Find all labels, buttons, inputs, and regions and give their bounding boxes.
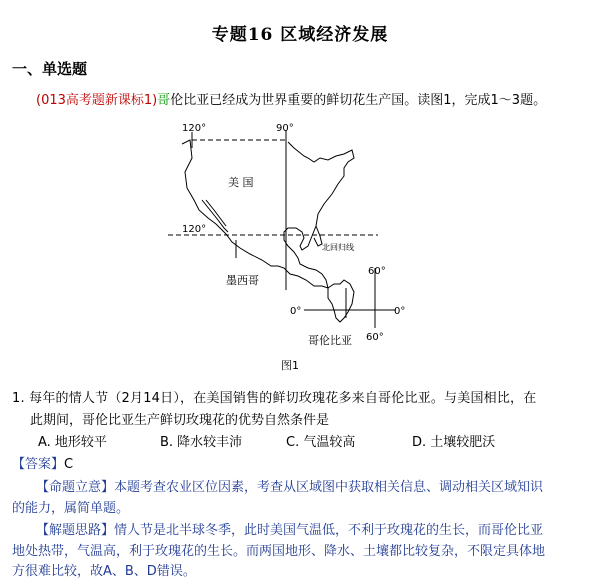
south-america-outline [328,280,354,322]
label-equator-left: 0° [290,306,302,317]
question-text: 1. 每年的情人节（2月14日），在美国销售的鲜切玫瑰花多来自哥伦比亚。与美国相比，在 [12,391,537,406]
label-tropic: 北回归线 [322,243,354,252]
question-intro [36,89,546,108]
label-equator-right: 0° [394,306,406,317]
label-lon-90: 90° [276,123,294,134]
option-d: D. 土壤较肥沃 [412,435,496,450]
label-lon-60: 60° [366,332,384,343]
label-usa: 美 国 [228,176,254,189]
label-colombia: 哥伦比亚 [308,334,352,347]
option-b: B. 降水较丰沛 [160,435,243,450]
north-america-outline [182,140,354,288]
figure-caption: 图1 [281,359,299,372]
option-a: A. 地形较平 [38,435,107,450]
question-source: (013高考题新课标1) [36,93,158,108]
section-heading: 一、单选题 [12,60,88,78]
analysis-approach-label: 【解题思路】 [36,523,115,538]
analysis-approach [36,519,543,538]
option-c: C. 气温较高 [286,435,356,450]
analysis-approach-text: 情人节是北半球冬季，此时美国气温低，不利于玫瑰花的生长，而哥伦比亚 [114,523,544,538]
label-lat-120: 120° [182,224,207,235]
question-text-continued: 此期间，哥伦比亚生产鲜切玫瑰花的优势自然条件是 [30,413,330,428]
analysis-intent [36,476,543,495]
answer-line [12,453,73,472]
label-lon-120: 120° [182,123,207,134]
intro-text: 伦比亚已经成为世界重要的鲜切花生产国。读图1，完成1～3题。 [170,93,547,108]
analysis-approach-line2: 地处热带，气温高，利于玫瑰花的生长。而两国地形、降水、土壤都比较复杂，不限定具体地 [12,544,546,559]
analysis-intent-text: 本题考查农业区位因素，考查从区域图中获取相关信息、调动相关区域知识 [114,480,544,495]
answer-label: 【答案】 [12,457,65,472]
label-lat-60: 60° [368,266,386,277]
answer-value: C [64,457,74,472]
analysis-intent-continued: 的能力，属简单题。 [12,501,130,516]
label-mexico: 墨西哥 [226,274,259,287]
analysis-approach-line3: 方很难比较，故A、B、D错误。 [12,564,196,579]
analysis-intent-label: 【命题立意】 [36,480,115,495]
highlighted-word: 哥 [157,93,171,108]
page-title: 专题16 区域经济发展 [211,25,389,45]
americas-map [168,118,418,348]
